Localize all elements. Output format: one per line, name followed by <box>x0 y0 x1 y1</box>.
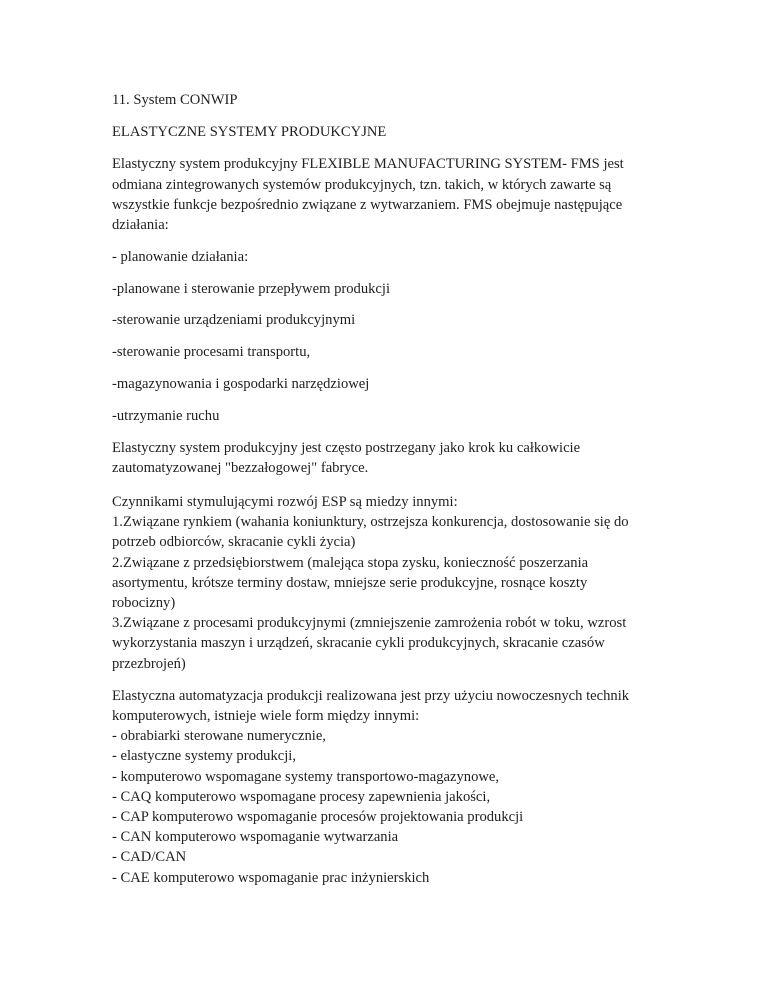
text-line: potrzeb odbiorców, skracanie cykli życia) <box>112 534 356 551</box>
text-line: Elastyczny system produkcyjny FLEXIBLE MANUFACTURING SYSTEM- FMS jest <box>112 156 624 173</box>
text-line: -planowane i sterowanie przepływem produkcji <box>112 280 390 297</box>
document-body <box>112 90 657 888</box>
text-line: wykorzystania maszyn i urządzeń, skracanie cykli produkcyjnych, skracanie czasów <box>112 635 605 652</box>
text-line: zautomatyzowanej "bezzałogowej" fabryce. <box>112 459 369 476</box>
perception-paragraph <box>112 438 657 478</box>
text-line: - CAE komputerowo wspomaganie prac inżynierskich <box>112 869 430 886</box>
text-line: komputerowych, istnieje wiele form między innymi: <box>112 708 420 725</box>
text-line: - komputerowo wspomagane systemy transportowo-magazynowe, <box>112 768 500 785</box>
automation-paragraph <box>112 686 657 888</box>
text-line: 1.Związane rynkiem (wahania koniunktury, ostrzejsza konkurencja, dostosowanie się do <box>112 514 629 531</box>
text-line: działania: <box>112 217 169 234</box>
activity-item <box>112 374 657 394</box>
text-line: Elastyczny system produkcyjny jest często postrzegany jako krok ku całkowicie <box>112 439 581 456</box>
activity-item <box>112 342 657 362</box>
text-line: - CAQ komputerowo wspomagane procesy zapewnienia jakości, <box>112 788 491 805</box>
heading-number <box>112 90 657 110</box>
text-line: przezbrojeń) <box>112 655 186 672</box>
text-line: - CAD/CAN <box>112 849 187 866</box>
text-line: Czynnikami stymulującymi rozwój ESP są miedzy innymi: <box>112 494 458 510</box>
text-line: ELASTYCZNE SYSTEMY PRODUKCYJNE <box>112 124 387 141</box>
text-line: odmiana zintegrowanych systemów produkcyjnych, tzn. takich, w których zawarte są <box>112 176 612 193</box>
text-line: robocizny) <box>112 595 176 612</box>
text-line: Elastyczna automatyzacja produkcji realizowana jest przy użyciu nowoczesnych technik <box>112 687 630 704</box>
text-line: - CAN komputerowo wspomaganie wytwarzania <box>112 829 399 846</box>
text-line: wszystkie funkcje bezpośrednio związane z wytwarzaniem. FMS obejmuje następujące <box>112 196 623 213</box>
activity-item <box>112 247 657 267</box>
text-line: -sterowanie urządzeniami produkcyjnymi <box>112 312 356 329</box>
activity-item <box>112 406 657 426</box>
intro-paragraph <box>112 154 657 235</box>
text-line: -magazynowania i gospodarki narzędziowej <box>112 376 370 392</box>
text-line: - planowanie działania: <box>112 248 249 265</box>
text-line: asortymentu, krótsze terminy dostaw, mniejsze serie produkcyjne, rosnące koszty <box>112 574 588 591</box>
text-line: - obrabiarki sterowane numerycznie, <box>112 728 326 745</box>
factors-paragraph <box>112 492 657 674</box>
activity-item <box>112 279 657 299</box>
section-title <box>112 122 657 142</box>
text-line: 3.Związane z procesami produkcyjnymi (zmniejszenie zamrożenia robót w toku, wzrost <box>112 615 627 632</box>
text-line: -utrzymanie ruchu <box>112 407 220 424</box>
text-line: - CAP komputerowo wspomaganie procesów projektowania produkcji <box>112 809 524 826</box>
text-line: 2.Związane z przedsiębiorstwem (malejąca stopa zysku, konieczność poszerzania <box>112 554 589 571</box>
activity-item <box>112 310 657 330</box>
text-line: 11. System CONWIP <box>112 92 238 108</box>
text-line: -sterowanie procesami transportu, <box>112 344 311 361</box>
text-line: - elastyczne systemy produkcji, <box>112 748 296 765</box>
